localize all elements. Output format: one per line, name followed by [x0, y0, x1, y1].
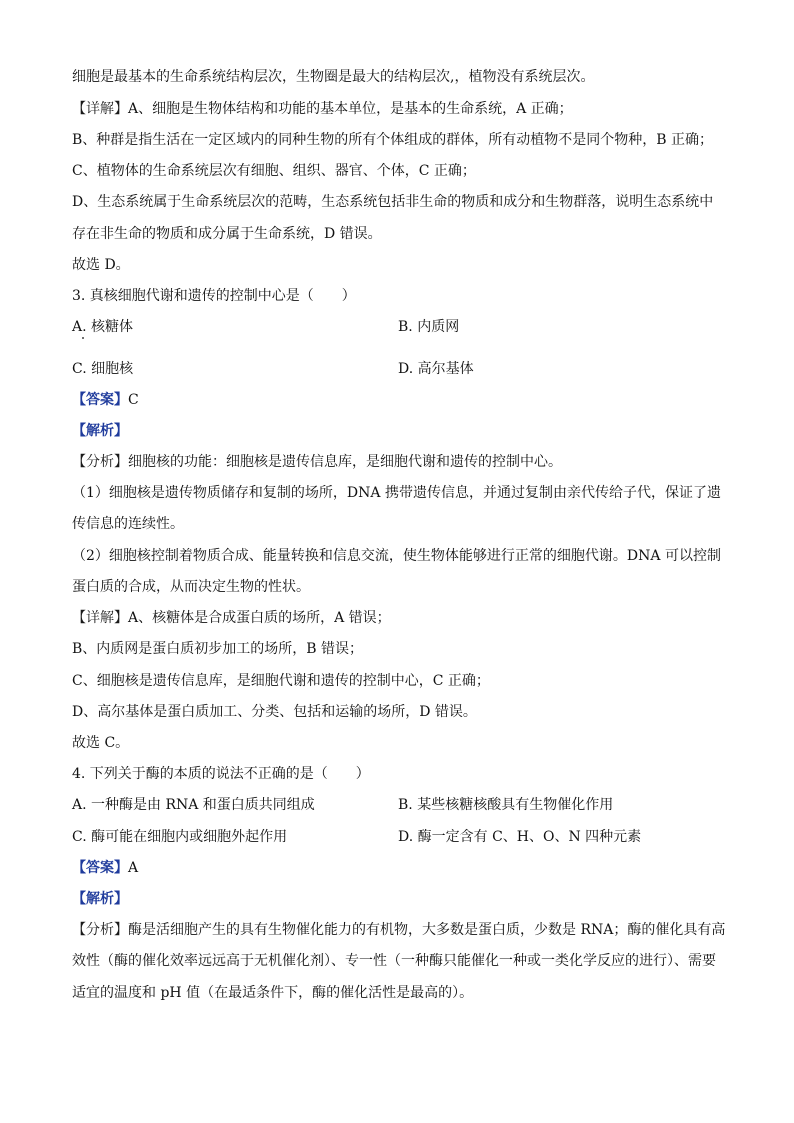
answer-tag: 【答案】	[72, 392, 128, 408]
conclusion-line: 故选 D。	[72, 257, 130, 273]
text-line: （1）细胞核是遗传物质储存和复制的场所，DNA 携带遗传信息，并通过复制由亲代传给子代，保证了遗	[72, 485, 721, 501]
question-stem: 3. 真核细胞代谢和遗传的控制中心是（ ）	[72, 288, 356, 304]
answer-tag: 【答案】	[72, 860, 128, 876]
option-b: B. 某些核糖核酸具有生物催化作用	[398, 797, 614, 813]
text-line: D、高尔基体是蛋白质加工、分类、包括和运输的场所，D 错误。	[72, 704, 477, 720]
text-line: 效性（酶的催化效率远远高于无机催化剂）、专一性（一种酶只能催化一种或一类化学反应的进行）、需要	[72, 953, 716, 969]
text-line: C、细胞核是遗传信息库，是细胞代谢和遗传的控制中心，C 正确；	[72, 673, 490, 689]
detail-line: 【详解】A、细胞是生物体结构和功能的基本单位，是基本的生命系统，A 正确；	[72, 101, 573, 117]
question-stem: 4. 下列关于酶的本质的说法不正确的是（ ）	[72, 766, 370, 782]
conclusion-line: 故选 C。	[72, 735, 130, 751]
detail-line: 【详解】A、核糖体是合成蛋白质的场所，A 错误；	[72, 610, 391, 626]
analysis-tag: 【分析】	[72, 922, 128, 938]
detail-tag: 【详解】	[72, 101, 128, 117]
option-a: A. 核糖体	[72, 319, 134, 335]
mark-dot	[82, 337, 84, 339]
analysis-heading: 【解析】	[72, 891, 128, 907]
option-c: C. 酶可能在细胞内或细胞外起作用	[72, 829, 288, 845]
text-line: 细胞是最基本的生命系统结构层次，生物圈是最大的结构层次,，植物没有系统层次。	[72, 69, 595, 85]
text-line: 适宜的温度和 pH 值（在最适条件下，酶的催化活性是最高的）。	[72, 985, 474, 1001]
analysis-line: 【分析】细胞核的功能：细胞核是遗传信息库，是细胞代谢和遗传的控制中心。	[72, 454, 562, 470]
text-line: （2）细胞核控制着物质合成、能量转换和信息交流，使生物体能够进行正常的细胞代谢。DNA 可以控制	[72, 548, 721, 564]
analysis-heading: 【解析】	[72, 423, 128, 439]
text-line: 蛋白质的合成，从而决定生物的性状。	[72, 579, 310, 595]
option-a: A. 一种酶是由 RNA 和蛋白质共同组成	[72, 797, 315, 813]
option-b: B. 内质网	[398, 319, 460, 335]
text-line: 传信息的连续性。	[72, 516, 184, 532]
text-line: B、内质网是蛋白质初步加工的场所，B 错误；	[72, 641, 364, 657]
analysis-tag: 【分析】	[72, 454, 128, 470]
analysis-line: 【分析】酶是活细胞产生的具有生物催化能力的有机物，大多数是蛋白质，少数是 RNA；酶的催化具有高	[72, 922, 726, 938]
answer-line: 【答案】C	[72, 392, 139, 408]
text-line: 存在非生命的物质和成分属于生命系统，D 错误。	[72, 226, 382, 242]
text-line: B、种群是指生活在一定区域内的同种生物的所有个体组成的群体，所有动植物不是同个物种，B 正确；	[72, 132, 714, 148]
option-d: D. 酶一定含有 C、H、O、N 四种元素	[398, 829, 642, 845]
option-c: C. 细胞核	[72, 361, 134, 377]
detail-tag: 【详解】	[72, 610, 128, 626]
option-d: D. 高尔基体	[398, 361, 474, 377]
text-line: D、生态系统属于生命系统层次的范畴，生态系统包括非生命的物质和成分和生物群落，说明生态系统中	[72, 194, 714, 210]
text-line: C、植物体的生命系统层次有细胞、组织、器官、个体，C 正确；	[72, 163, 476, 179]
answer-line: 【答案】A	[72, 860, 139, 876]
